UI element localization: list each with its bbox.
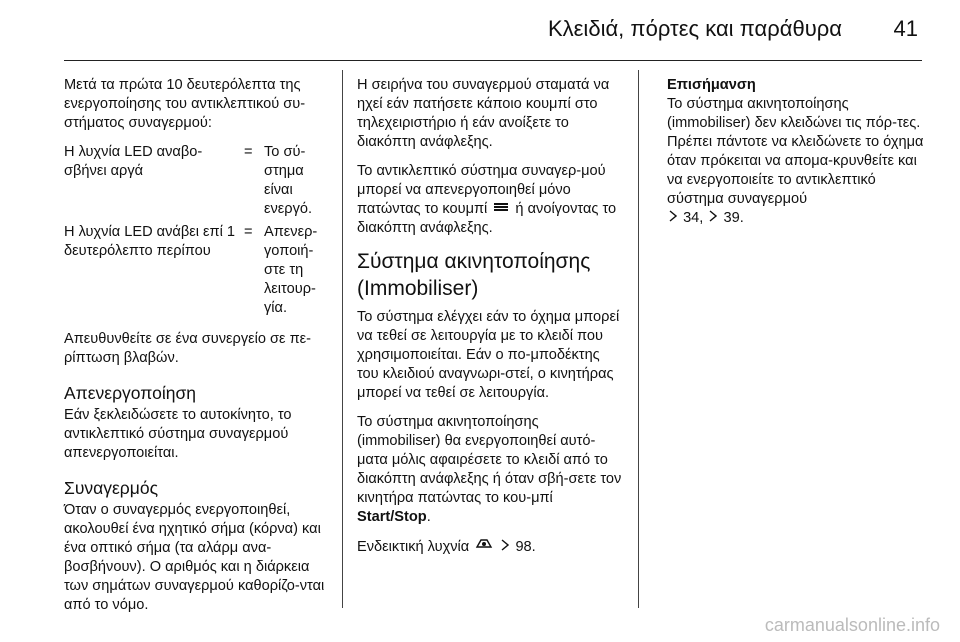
equals-sign: = — [244, 144, 253, 160]
note-page-ref-1[interactable]: 34, — [683, 210, 704, 226]
immobiliser-lamp-icon — [475, 537, 493, 557]
led-row-1 — [64, 143, 326, 219]
column-1 — [64, 76, 326, 625]
alarm-text: Όταν ο συναγερμός ενεργοποιηθεί, ακολουθεί ένα ηχητικό σήμα (κόρνα) και ένα οπτικό σήμα (τα αλάρμ ανα-βοσβήνουν). Ο αριθμός και η διάρκεια των σημάτων συναγερμού καθορίζο-νται από το νόμο. — [64, 502, 325, 613]
reference-arrow-icon — [709, 209, 717, 228]
alarm-heading: Συναγερμός — [64, 478, 159, 498]
immobiliser-text-a: Το σύστημα ακινητοποίησης (immobiliser) θα ενεργοποιηθεί αυτό-ματα μόλις αφαιρέσετε το κλειδί από το διακόπτη ανάφλεξης ή όταν σβή-σετε τον κινητήρα πατώντας το κου-μπί — [357, 414, 622, 506]
workshop-paragraph: Απευθυνθείτε σε ένα συνεργείο σε πε-ρίπτωση βλαβών. — [64, 331, 312, 366]
deactivation-text: Εάν ξεκλειδώσετε το αυτοκίνητο, το αντικλεπτικό σύστημα συναγερμού απενεργοποιείται. — [64, 407, 292, 461]
indicator-page-ref[interactable]: 98. — [515, 539, 536, 555]
siren-paragraph: Η σειρήνα του συναγερμού σταματά να ηχεί εάν πατήσετε κάποιο κουμπί στο τηλεχειριστήριο ή εάν ανοίξετε το διακόπτη ανάφλεξης. — [357, 77, 610, 150]
led-state: Η λυχνία LED αναβο-σβήνει αργά — [64, 144, 203, 179]
deactivate-text-b: ή ανοίγοντας το διακόπτη ανάφλεξης. — [357, 201, 617, 236]
watermark-text: carmanualsonline.info — [764, 615, 940, 635]
reference-arrow-icon — [669, 209, 677, 228]
note-heading: Επισήμανση — [667, 77, 756, 93]
page-number: 41 — [893, 16, 918, 41]
lock-button-icon — [493, 200, 509, 219]
reference-arrow-icon — [501, 538, 509, 557]
header-divider — [64, 60, 922, 61]
deactivation-heading: Απενεργοποίηση — [64, 383, 197, 403]
immobiliser-text-end: . — [426, 509, 431, 525]
indicator-label: Ενδεικτική λυχνία — [357, 539, 470, 555]
immobiliser-paragraph-2 — [357, 413, 625, 527]
note-text: Το σύστημα ακινητοποίησης (immobiliser) δεν κλειδώνει τις πόρ-τες. Πρέπει πάντοτε να κλειδώνετε το όχημα όταν πρόκειται να απομα-κρυνθείτε και να ενεργοποιείτε το αντικλεπτικό σύστημα συναγερμού — [667, 96, 924, 207]
page-header-title: Κλειδιά, πόρτες και παράθυρα — [547, 16, 842, 41]
deactivate-text-a: Το αντικλεπτικό σύστημα συναγερ-μού μπορεί να απενεργοποιηθεί μόνο πατώντας το κουμπί — [357, 163, 606, 217]
led-state: Η λυχνία LED ανάβει επί 1 δευτερόλεπτο περίπου — [64, 224, 236, 259]
alarm-section — [64, 477, 326, 615]
start-stop-label: Start/Stop — [357, 509, 427, 525]
column-divider-2 — [638, 70, 639, 608]
indicator-paragraph — [357, 537, 625, 557]
note-page-ref-2[interactable]: 39. — [723, 210, 744, 226]
immobiliser-paragraph-1: Το σύστημα ελέγχει εάν το όχημα μπορεί να τεθεί σε λειτουργία με το κλειδί που χρησιμοποιείται. Εάν ο πο-μποδέκτης του κλειδιού αναγνωρι-στεί, ο κινητήρας μπορεί να τεθεί σε λειτουργία. — [357, 309, 620, 401]
intro-paragraph: Μετά τα πρώτα 10 δευτερόλεπτα της ενεργοποίησης του αντικλεπτικού συ-στήματος συναγερμού: — [64, 77, 306, 131]
equals-sign: = — [244, 224, 253, 240]
led-row-2 — [64, 223, 326, 318]
led-meaning: Το σύ-στημα είναι ενεργό. — [264, 144, 313, 217]
immobiliser-heading: Σύστημα ακινητοποίησης (Immobiliser) — [357, 250, 591, 300]
column-2 — [357, 76, 625, 567]
note-block — [667, 76, 929, 228]
deactivate-paragraph — [357, 162, 625, 238]
column-3 — [667, 76, 929, 238]
column-divider-1 — [342, 70, 343, 608]
deactivation-section — [64, 382, 326, 463]
led-meaning: Απενερ-γοποιή-στε τη λειτουρ-γία. — [264, 224, 318, 316]
